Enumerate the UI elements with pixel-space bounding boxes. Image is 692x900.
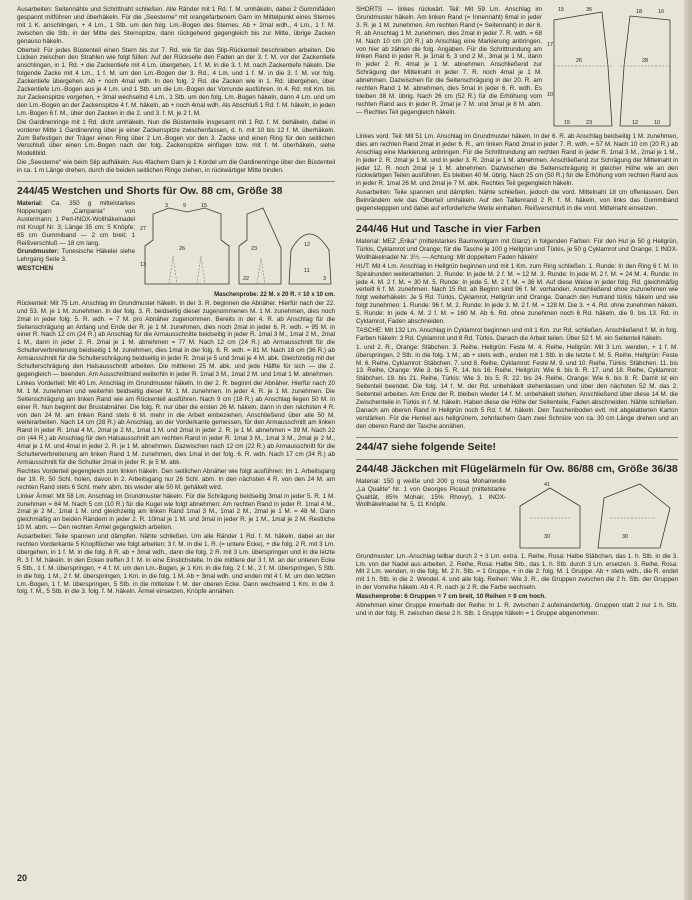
tasche-rows: 1. und 2. R., Orange: Stäbchen. 3. Reihe, Hellgrün: Feste M. 4. Reihe, Hellgrün: Mit 3 Lm. wenden, + 1 f. M. überspringen, 2 Stb. in die folg. 1 M.; ab + stets wdh., enden mit 1 Stb. in die letzte f. M. 5. Reihe, Hellgrün: Feste M. 6. Reihe, Cyklamrot: Stäbchen. 7. und 8. Reihe, Cyklamrot: Feste M. 9. und 10. Reihe, Türkis: Stäbchen. 11. bis 13. Reihe, Orange: Wie 3. bis 5. R. 14. bis 16. Reihe, Hellgrün: Wie 6. bis 8. R. 17. und 18. Reihe, Cyklamrot: Stäbchen. 19. bis 21. Reihe, Türkis: Wie 3. bis 5. R. 22. bis 24. Reihe, Orange: Wie 6. bis 8. R. Damit ist ein Seitenteil beendet. Die folg. 14 f. M. der Rd. unbehäkelt stehenlassen und über den nächsten 52 M. das 2. Seitenteil arbeiten. Am Ende der R. bleiben wieder 14 f. M. unbehäkelt stehen. Anschließend über diese 14 M. die Zwischenteile in Türkis in f. M. häkeln. Haben diese die Höhe der Seitenteile, Faden abschneiden. Nähte schließen. Danach am oberen Rand in Hellgrün noch 5 Rd. f. M. häkeln. Den Taschenboden evtl. mit abgelatterten Karton verstärken. Für die Henkel aus hellgrünem, zehnfachem Garn zwei Schnüre von ca. 30 cm Länge drehen und an den oberen Rand der Tasche annähen. bbox=[356, 343, 678, 430]
vest-measure-h: 22 bbox=[243, 276, 250, 283]
westchen-label: WESTCHEN bbox=[17, 265, 54, 273]
shorts-measure-g: 26 bbox=[576, 58, 583, 64]
material-text: Ca. 350 g mittelstarkes Noppengarn „Campania“ von Austermann; 1 Perl-INOX-Wollhäkelnadel mit Knopf Nr. 3; Länge 35 cm; 5 Knöpfe; 65 cm Gummiband — 2 cm breit; 1 Reißverschluß — 18 cm lang. bbox=[17, 200, 135, 247]
vest-measure-f: 26 bbox=[179, 246, 186, 253]
right-column bbox=[356, 6, 678, 619]
section-244-47-heading: 244/47 siehe folgende Seite! bbox=[356, 437, 678, 453]
vest-measure-j: 11 bbox=[304, 268, 310, 275]
shorts-measure-e: 17 bbox=[547, 42, 554, 48]
intro-gardinenringe: Die Gardinenringe mit 1 Rd. dicht umhäkeln. Nun die Büstenteile insgesamt mit 1 Rd. f. M. behäkeln, dabei in vorderer Mitte 1 Gardinenring über je einer Zackenspitze zwischenfassen, d. h. mit 10 bis 12 f. M. überhäkeln. Zum Befestigen der Träger einen Ring über 2 Lm.-Bogen vor den 3. Zacke und einen Ring für den seitlichen Verschluß über einen Lm.-Bogen nach der folg. Zackenspitze einfügen bzw. mit f. M. überhäkeln, siehe Modellbild. bbox=[17, 118, 335, 158]
vest-measure-i: 12 bbox=[304, 242, 311, 249]
vest-measure-k: 3 bbox=[323, 276, 327, 283]
grundmuster-label: Grundmuster: bbox=[17, 248, 59, 256]
jacke-measure-c: 30 bbox=[544, 533, 551, 540]
maschenprobe-caption: Maschenprobe: 22 M. x 20 R. = 10 x 10 cm. bbox=[214, 291, 335, 298]
shorts-measure-d: 16 bbox=[658, 9, 665, 15]
page-number: 20 bbox=[17, 873, 28, 883]
material-and-pattern-row bbox=[17, 200, 335, 300]
shorts-row bbox=[356, 6, 678, 133]
shorts-measure-f: 10 bbox=[547, 92, 554, 98]
material-label: Material: bbox=[17, 200, 43, 208]
jacke-measure-b: 30 bbox=[622, 533, 629, 540]
jacke-text-block bbox=[356, 478, 506, 553]
hut-material: Material: MEZ „Erika“ (mittelstarkes Baumwollgarn mit Glanz) in folgenden Farben: Für den Hut je 50 g Hellgrün, Türkis, Cyklamrot und Orange; für die Tasche je 100 g Hellgrün und Türkis, je 50 g Cyklamrot und Orange; 1 INOX-Wollhäkelnadel Nr. 3½. — Achtung: Mit doppeltem Faden häkeln! bbox=[356, 237, 678, 261]
tasche-instructions: TASCHE: Mit 132 Lm. Anschlag in Cyklamrot beginnen und mit 1 Km. zur Rd. schließen. Anschließend f. M. in folg. Farben häkeln: 3 Rd. Cyklamrot und 8 Rd. Türkis. Danach die Arbeit teilen. Über 52 f. M. ein Seitenteil häkeln. bbox=[356, 326, 678, 342]
shorts-text-block bbox=[356, 6, 542, 133]
body-linker-aermel: Linker Ärmel: Mit 58 Lm. Anschlag im Grundmuster häkeln. Für die Schrägung beidseitig 3mal in jeder 5. R. 1 M. zunehmen = 64 M. Nach 5 cm (10 R.) für die Kugel wie folgt abnehmen: Am rechten Rand in jeder R. 1mal 4 M., 2mal je 2 M., 1mal 1 M. und gleichzeitig am linken Rand 1mal 3 M., 1mal 2 M., 2mal je 1 M. = 48 M. Dann gleichmäßig an beiden Rändern in jeder 2. R. 10mal je 1 M. und 3mal in jeder R. je 1 M., 1mal je 2 M. Restliche 10 M. abm. — Den rechten Ärmel gegengleich arbeiten. bbox=[17, 492, 335, 532]
shorts-measure-h: 28 bbox=[642, 58, 649, 64]
vest-measure-g: 23 bbox=[251, 246, 258, 253]
shorts-measure-j: 23 bbox=[586, 120, 593, 126]
shorts-pattern-drawing bbox=[546, 6, 678, 130]
section-244-46-heading: 244/46 Hut und Tasche in vier Farben bbox=[356, 219, 678, 235]
body-linkes-vorderteil: Linkes Vorderteil: Mit 40 Lm. Anschlag im Grundmuster häkeln. In der 2. R. beginnt der Abnäher. Hierfür nach 20 M. 1 M. zunehmen und weiterhin beidseitig dieser M. 1 M. zunehmen. In jeder 4. R. je 1 M. zunehmen. Die Seitenschrägung am linken Rand wie am Rückenteil ausführen. Nach 9 cm (18 R.) ab Anschlag liegen 50 M. in einer R. Nun beginnt der Brustabnäher. Die folg. R. nur über die ersten 26 M. häkeln, dann in den nächsten 4 R. von den 24 M. am linken Rand stets 6 M. mehr in die Arbeit einbeziehen. Anschließend über alle 50 M. weiterarbeiten. Nach 14 cm (28 R.) ab Anschlag, an der Vorderkante gemessen, für den Armausschnitt am linken Rand in jeder R. 1mal 4 M., 2mal je 2 M., 1mal 1 M. und 2mal in jeder 2. R. je 1 M. abnehmen = 39 M. Nach 22 cm (44 R.) ab Anschlag für den Halsausschnitt am rechten Rand in jeder R. 1mal 3 M., 1mal 3 M., 2mal je 2 M., 4mal je 1 M. und 4mal in jeder 2. R. je 1 M. abnehmen. Dazwischen nach 12 cm (22 R.) ab Armausschnitt für die Schulterverbreiterung am linken Rand 1 M. zunehmen, dies 1mal in der folg. 6. R. wdh. Nach 17 cm (34 R.) ab Armausschnitt für die Schulter 2mal in jeder R. je 5 M. abk. bbox=[17, 379, 335, 466]
body-rechtes-vorderteil: Rechtes Vorderteil gegengleich zum linken häkeln. Den seitlichen Abnäher wie folgt ausführen: Im 1. Arbeitsgang der 19. R. 50 Schl. holen, davon in 2. Arbeitsgang nur 26 Schl. abm. In den nächsten 4 R. von den 24 M. am rechten Rand stets 6 Schl. mehr abm. bis wieder alle 50 M. gehäkelt wird. bbox=[17, 467, 335, 491]
jacke-row bbox=[356, 478, 678, 553]
left-column bbox=[17, 6, 335, 597]
vest-measure-a: 3 bbox=[165, 203, 169, 210]
vest-measure-c: 15 bbox=[201, 203, 208, 210]
jacke-grundmuster: Grundmuster: Lm.-Anschlag teilbar durch 2 + 3 Lm. extra. 1. Reihe, Rosa: Halbe Stäbchen, das 1. h. Stb. in die 3. Lm. von der Nadel aus arbeiten. 2. Reihe, Rosa: Halbe Stb., das 1. h. Stb. durch 3 Lm. ersetzen. 3. Reihe, Rosa: Mit 2 Lm. wenden, in die folg. M. 2 h. Stb. = 1 Gruppe, + in die 2. folg. M. 1 Gruppe. Ab + stets wdh., die R. endet mit 1 h. Stb. in die 2. Wendel. 4. und alle folg. Reihen: Wie 3. R., die Gruppen zwischen die 2 h. Stb. der Gruppen in der Vorreihe häkeln. Ab 4. R. nach je 2 R. die Farbe wechseln. bbox=[356, 552, 678, 592]
shorts-measure-a: 15 bbox=[558, 7, 565, 13]
jacke-pattern-drawing bbox=[510, 478, 678, 550]
jacke-measure-a: 41 bbox=[544, 481, 551, 488]
grundmuster-text: Tunesische Häkelei siehe Lehrgang Seite 3. bbox=[17, 248, 135, 264]
hut-instructions: HUT: Mit 4 Lm. Anschlag in Hellgrün beginnen und mit 1 Km. zum Ring schließen. 1. Runde: In den Ring 6 f. M. In Spiralrunden weiterarbeiten. 2. Runde: In jede M. 2 f. M. = 12 M. 3. Runde: In jede M. 2 f. M. = 24 M. 4. Runde: In jede 4. M. 2 f. M. = 30 M. 5. Runde: In jede 5. M. 2 f. M. = 36 M. Auf diese Weise in jeder folg. Rd. gleichmäßig verteilt 6 f. M. zunehmen. Nach 15 Rd. ab Beginn sind 96 f. M. vorhanden. Anschließend ohne zuzunehmen wie folgt weiterhäkeln: Je 5 Rd. Türkis, Cyklamrot, Hellgrün und Orange. Danach den Hutrand türkis häkeln und wie folgt zunehmen: 1. Runde: 96 f. M. 2. Runde: In jede 3. M. 2 f. M. = 128 M. Die 3. + 4. Rd. ohne zunehmen häkeln. 5. Runde: In jede 4. M. 2 f. M. = 160 M. Ab 6. Rd. ohne zunehmen noch 6 Rd. häkeln, die 9. bis 13. Rd. in Cyklamrot, Faden abschneiden. bbox=[356, 262, 678, 326]
material-block bbox=[17, 200, 135, 300]
jacke-maschenprobe: Maschenprobe: 6 Gruppen = 7 cm breit, 10 Reihen = 9 cm hoch. bbox=[356, 593, 547, 601]
shorts-schematic bbox=[546, 6, 678, 133]
body-rueckenteil: Rückenteil: Mit 75 Lm. Anschlag im Grundmuster häkeln. In der 3. R. beginnen die Abnäher. Hierfür nach der 22. und 53. M. je 1 M. zunehmen. In der folg. 3. R. beidseitig dieser zugenommenen M. 1 M. zunehmen, dies noch 2mal in jeder folg. 5. R. wdh. = 7 M. pro Abnäher zugenommen. Bereits in der 4. R. ab Anschlag für die Seitenschrägung an Anfang und Ende der R. je 1 M. zunehmen, dies noch 2mal in jeder 6. R. wdh. = 95 M. in einer R. Nach 12 cm (24 R.) ab Anschlag für die Armausschnitte beidseitig in jeder R. 1mal 3 M., 1mal 2 M., 2mal 1 M., dann in jeder 2. R. 2mal je 1 M. abnehmen = 77 M. Nach 12 cm (24 R.) ab Armausschnitt für die Schulterverbreiterung beidseitig 1 M. zunehmen, dies 1mal in der folg. 6. R. wdh. = 81 M. Nach 18 cm (36 R.) ab Armausschnitt für die Schulterschrägung beidseitig in jeder R. 2mal je 5 und 3mal je 4 M. abk. Gleichzeitig mit der Schulterschrägung den Halsausschnitt arbeiten. Die mittleren 25 M. abk. und jede Hälfte für sich — die 2. gegengleich — beenden. Am Ausschnittrand weiterhin in jeder R. 1mal 3 M., 1mal 2 M. und 1mal 1 M. abnehmen. bbox=[17, 299, 335, 378]
jacke-abnehmen: Abnehmen einer Gruppe innerhalb der Reihe: In 1. R. zwischen 2 aufeinanderfolg. Gruppen statt 2 nur 1 h. Stb. und in der folg. R. zwischen diese 2 h. Stb. 1 Gruppe häkeln = 1 Gruppe abgenommen. bbox=[356, 602, 678, 617]
shorts-measure-l: 10 bbox=[654, 120, 661, 126]
shorts-linkes-vord-teil: Linkes vord. Teil: Mit 51 Lm. Anschlag im Grundmuster häkeln. In der 6. R. ab Anschlag beidseitig 1 M. zunehmen, dies am rechten Rand 2mal in jeder 6. R., am linken Rand 2mal in jeder 7. R. wdh. = 57 M. Nach 10 cm (20 R.) ab Anschlag eine Markierung anbringen. Für die Schrittrundung am rechten Rand in jeder R. 1mal 3 M., 2mal je 1 M., in jeder 2. R. 2mal je 1 M. und in jeder 3. R. 2mal je 1 M. abnehmen. Anschließend zur Schrägung der Mittelnaht in jeder 12. R. noch 2mal je 1 M. abnehmen. Dazwischen die Seitenschrägung in gleicher Höhe wie an den rückwärtigen Teilen ausführen. Es bleiben 40 M. übrig. Nach 25 cm (50 R.) für die Erhöhung vom rechten Rand aus in jeder R. 1mal 26 M. und 2mal je 7 M. abk. Rechtes Teil gegengleich häkeln. bbox=[356, 132, 678, 188]
body-ausarbeiten: Ausarbeiten: Teile spannen und dämpfen. Nähte schließen. Um alle Ränder 1 Rd. f. M. häkeln, dabei an der rechten Vorderkante 5 Knopflöcher wie folgt arbeiten: 3 f. M. in die 1. R. (= untere Ecke), + die folg. 2 R. mit 3 Lm. übergehen, in 1 f. M. in die folg. 8 R. ab + 3mal wdh., dann die folg. 2 R. mit 3 Lm. überspringen und in die letzte R. 3 f. M. häkeln. In den Ecken treffen 3 f. M. in eine Einstichstelle. In die mittlere der 3 f. M. an der unteren Ecke 5 Stb., 1 f. M. überspringen, + 4 f. M. um den Lm.-Bogen, je 1 Km. in die folg. 2 f. M., 2 f. M. überspringen, 5 Stb. in die folg. 1 M., 2 f. M. überspringen, 1 Km. in die folg. 1 M. Ab + 3mal wdh. und enden mit 4 f. M. um den letzten Lm.-Bogen, 1 f. M. überspringen, 5 Stb. in die mittelste f. M. der oberen Ecke. Dann wechselnd 1 Km. in die 3. folg. f. M., 5 Stb. in die 3. folg. f. M. häkeln. Ärmel einsetzen, Knöpfe annähen. bbox=[17, 533, 335, 596]
shorts-measure-k: 12 bbox=[632, 120, 639, 126]
shorts-measure-i: 15 bbox=[564, 120, 571, 126]
jacke-schematic bbox=[510, 478, 678, 553]
vest-pattern-drawing bbox=[139, 200, 335, 288]
vest-measure-b: 9 bbox=[183, 203, 187, 210]
section-244-48-heading: 244/48 Jäckchen mit Flügelärmeln für Ow. 86/88 cm, Größe 36/38 bbox=[356, 459, 678, 475]
jacke-material: Material: 150 g weiße und 200 g rosa Mohairwolle „La Qualite“ Nr. 1 von Georges Picaud (mittelstarke Qualität, 85% Mohair, 15% Rhovyl), 1 INOX-Wollhäkelnadel Nr. 5, 11 Knöpfe. bbox=[356, 477, 506, 509]
intro-oberteil: Oberteil: Für jedes Büstenteil einen Stern bis zur 7. Rd. wie für das Slip-Rückenteil beschrieben arbeiten. Die Lücken zwischen den Strahlen wie folgt füllen: Auf der Rückseite den Faden an der 3. f. M. vor der Zackentiefe anschlingen, in 1. Rd. + die Zackentiefe mit 4 Lm. übergehen, 1 f. M. in die 3. f. M. nach Zackentiefe häkeln. Die folgende Zacke mit 4 Lm., 1 f. M. um den Lm.-Bogen der 3. Rd., 4 Lm. und 1 f. M. in die 3. f. M. vor folg. Zackentiefe übergehen. Ab + noch 4mal wdh. In den folg. 2 Rd. die Zacken wie in 1. Rd. übergehen, über Zackentiefe Lm.-Bogen aus je 4 Lm. und 1 Stb. um die Lm.-Bogen der Vorrunde ausführen. In 4. Rd. mit Km. bis zur Zackenspitze vorgehen, + 3mal wechselnd 4 Lm., 1 Stb. um den folg. Lm.-Bogen häkeln, dann 4 Lm. und um den Lm.-Bogen an der Zackenspitze 4 f. M. häkeln, ab + noch 4mal wdh. Als Abschluß 1 Rd. f. M. häkeln, in jeden Lm.-Bogen 6 f. M., über den Zacken in die 2. und 3. f. M. je 2 f. M. bbox=[17, 46, 335, 117]
shorts-measure-b: 36 bbox=[586, 7, 593, 13]
vest-schematic bbox=[139, 200, 335, 300]
shorts-ausarbeiten: Ausarbeiten: Teile spannen und dämpfen. Nähte schließen, jedoch die vord. Mittelnaht 18 cm offenlassen. Den Beinrändern wie das Oberteil umhäkeln. Auf den Taillenrand 2 R. f. M. häkeln, von links das Gummiband gegenstepppen und dabei auf erforderliche Weite einhalten. Reißverschluß in die vord. Mittelnaht einsetzen. bbox=[356, 189, 678, 213]
binding-edge bbox=[684, 0, 692, 900]
shorts-rueckwaert-teil: SHORTS — linkes rückwärt. Teil: Mit 59 Lm. Anschlag im Grundmuster häkeln. Am linken Rand (= Innennaht) 6mal in jeder 3. R. je 1 M. zunehmen. Am rechten Rand (= Seitennaht) in der 6. R. ab Anschlag 1 M. zunehmen, dies 2mal in jeder 7. R. wdh. = 68 M. Nach 10 cm (20 R.) ab Anschlag eine Markierung anbringen, von hier ab zählen die folg. Angaben. Für die Schrittrundung am linken Rand in jeder R. je 1mal 6, 3 und 2 M., 3mal je 1 M., dann in jeder 2. R. 4mal je 1 M. abnehmen. Anschließend zur Schrägung der Mittelnaht in jeder 7. R. noch 4mal je 1 M. abnehmen. Dazwischen für die Seitenschrägung in der 20. R. am rechten Rand 1 M. abnehmen, dies 5mal in jeder 6. R. wdh. Es bleiben 38 M. übrig. Nach 26 cm (52 R.) für die Erhöhung vom rechten Rand aus in jeder R. 2mal je 7 M. und 3mal je 8 M. abm. — Rechtes Teil gegengleich häkeln. bbox=[356, 6, 542, 116]
vest-measure-d: 27 bbox=[140, 226, 147, 233]
intro-seesterne: Die „Seesterne“ wie beim Slip aufhäkeln. Aus 4fachem Garn je 1 Kordel um die Gardinenringe über den Büstenteil in ca. 1 m Länge drehen, durch die beiden seitlichen Ringe ziehen, in rückwärtiger Mitte binden. bbox=[17, 159, 335, 175]
vest-measure-e: 13 bbox=[140, 262, 147, 269]
section-244-45-heading: 244/45 Westchen und Shorts für Ow. 88 cm, Größe 38 bbox=[17, 181, 335, 197]
intro-ausarbeiten: Ausarbeiten: Seitennähte und Schrittnaht schließen. Alle Ränder mit 1 Rd. f. M. umhäkeln, dabei 2 Gummifäden gespannt mitführen und überhäkeln. Für die „Seesterne“ mit orangefarbenem Garn im Mittelpunkt eines Sternes mit 1 K. anschlingen, + 4 Lm., 1 Stb. um den folg. Lm.-Bogen des Sternes. Ab + 2mal wdh., 4 Lm., 1 f. M. zwischen die Stb. in der Mitte des Sternspitze, dann rückgehend gegengleich bis zur Mitte, übrige Zacken genauso häkeln. bbox=[17, 6, 335, 45]
shorts-measure-c: 18 bbox=[636, 9, 643, 15]
